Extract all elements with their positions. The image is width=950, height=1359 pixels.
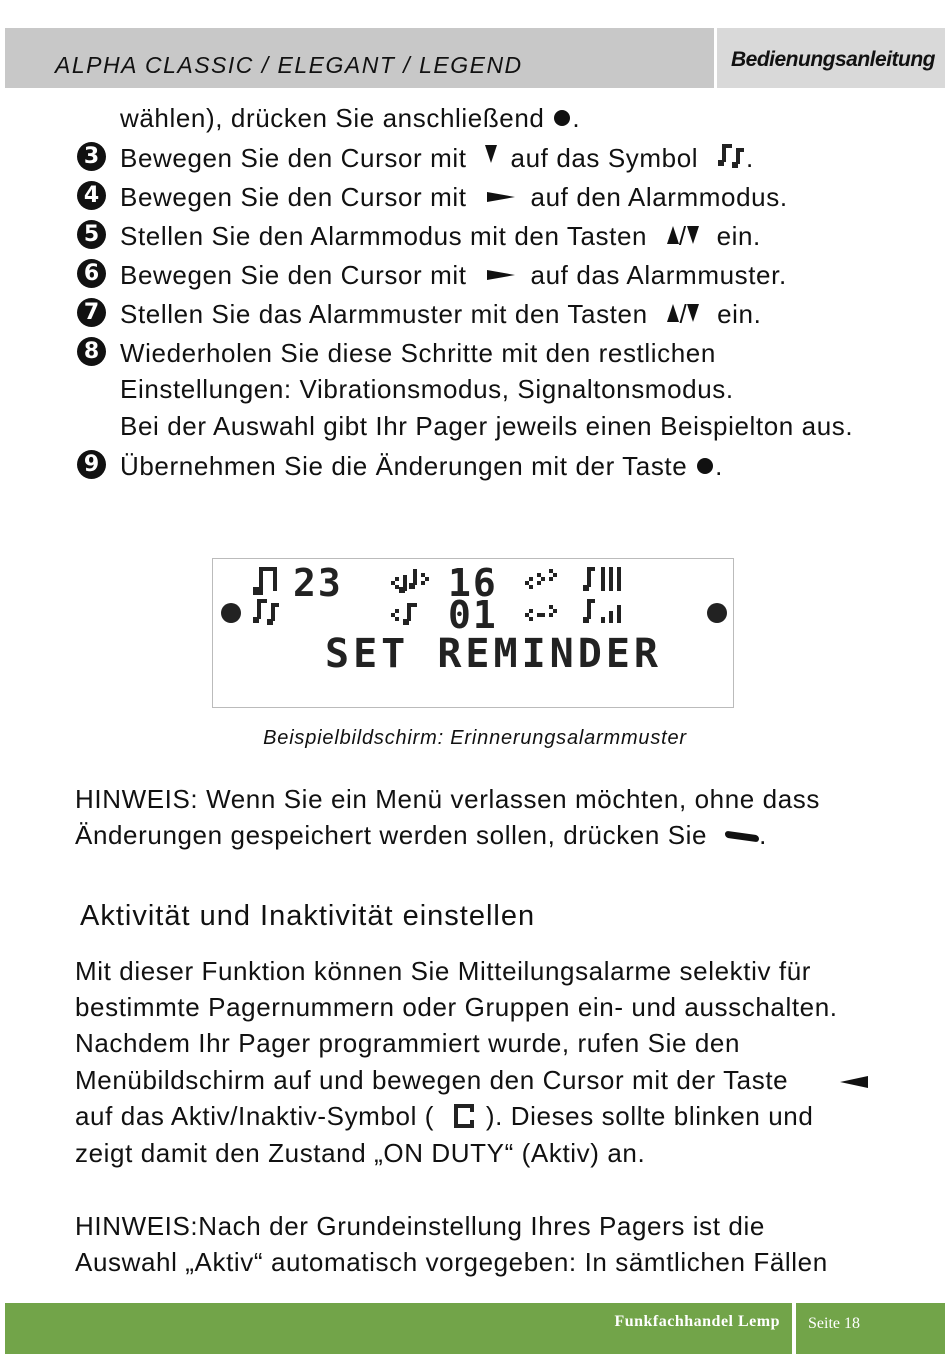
step-7-text: Stellen Sie das Alarmmuster mit den Tasten / ein. xyxy=(120,299,762,329)
music-note-icon xyxy=(253,599,281,627)
down-arrow-icon xyxy=(687,226,699,244)
step-number: 4 xyxy=(77,181,106,210)
up-arrow-icon xyxy=(667,226,679,244)
footer-company: Funkfachhandel Lemp xyxy=(614,1313,780,1330)
step-number: 9 xyxy=(77,450,106,479)
footer-page-bar xyxy=(796,1303,945,1354)
signal-strength-icon xyxy=(583,567,627,595)
right-arrow-icon xyxy=(487,192,515,202)
section-line-2: bestimmte Pagernummern oder Gruppen ein- und ausschalten. xyxy=(75,992,838,1022)
step-8-line-1: Wiederholen Sie diese Schritte mit den restlichen xyxy=(120,338,716,368)
intro-line: wählen), drücken Sie anschließend . xyxy=(120,103,581,133)
step-number: 3 xyxy=(77,142,106,171)
right-arrow-icon xyxy=(487,270,515,280)
step-number: 6 xyxy=(77,259,106,288)
section-title: Aktivität und Inaktivität einstellen xyxy=(80,900,536,932)
section-line-6: zeigt damit den Zustand „ON DUTY“ (Aktiv) an. xyxy=(75,1138,646,1168)
vibrate-icon xyxy=(391,601,433,627)
figure-caption: Beispielbildschirm: Erinnerungsalarmmuster xyxy=(263,727,687,749)
signal-strength-icon xyxy=(583,599,627,627)
bullet-dot-icon xyxy=(697,458,713,474)
header-doctype-bar xyxy=(717,28,945,88)
note-1-line-2: Änderungen gespeichert werden sollen, drücken Sie . xyxy=(75,820,767,850)
step-3-text: Bewegen Sie den Cursor mit auf das Symbol . xyxy=(120,143,754,173)
section-line-5: auf das Aktiv/Inaktiv-Symbol ( ). Dieses sollte blinken und xyxy=(75,1101,814,1131)
music-note-icon xyxy=(718,144,746,170)
duty-icon xyxy=(454,1104,474,1128)
note-2-line-2: Auswahl „Aktiv“ automatisch vorgegeben: In sämtlichen Fällen xyxy=(75,1247,828,1277)
bullet-dot-icon xyxy=(554,110,570,126)
step-8-line-3: Bei der Auswahl gibt Ihr Pager jeweils einen Beispielton aus. xyxy=(120,411,854,441)
lcd-value-1: 23 xyxy=(293,561,343,605)
lcd-right-dot-icon xyxy=(707,603,727,623)
lcd-screen xyxy=(212,558,734,708)
header-title-bar xyxy=(5,28,714,88)
step-number: 7 xyxy=(77,298,106,327)
up-arrow-icon xyxy=(667,304,679,322)
down-arrow-icon xyxy=(687,304,699,322)
lcd-value-3: 01 xyxy=(448,593,498,637)
vibrate-icon xyxy=(525,569,563,595)
header-doctype: Bedienungsanleitung xyxy=(731,48,936,71)
header-title: ALPHA CLASSIC / ELEGANT / LEGEND xyxy=(55,52,523,78)
vibrate-icon xyxy=(391,569,433,595)
note-1-line-1: HINWEIS: Wenn Sie ein Menü verlassen möchten, ohne dass xyxy=(75,784,820,814)
music-note-icon xyxy=(253,567,279,597)
step-number: 5 xyxy=(77,220,106,249)
step-8-line-2: Einstellungen: Vibrationsmodus, Signaltonsmodus. xyxy=(120,374,734,404)
note-2-line-1: HINWEIS:Nach der Grundeinstellung Ihres Pagers ist die xyxy=(75,1211,765,1241)
step-number: 8 xyxy=(77,337,106,366)
step-6-text: Bewegen Sie den Cursor mit auf das Alarmmuster. xyxy=(120,260,787,290)
escape-key-icon xyxy=(725,831,759,843)
lcd-left-dot-icon xyxy=(221,603,241,623)
section-line-4: Menübildschirm auf und bewegen den Cursor mit der Taste xyxy=(75,1065,789,1095)
vibrate-icon xyxy=(525,601,563,627)
footer-company-bar xyxy=(5,1303,792,1354)
step-9-text: Übernehmen Sie die Änderungen mit der Taste . xyxy=(120,451,723,481)
down-arrow-icon xyxy=(485,145,497,163)
step-4-text: Bewegen Sie den Cursor mit auf den Alarmmodus. xyxy=(120,182,788,212)
section-line-1: Mit dieser Funktion können Sie Mitteilungsalarme selektiv für xyxy=(75,956,812,986)
left-arrow-icon xyxy=(840,1076,868,1088)
lcd-value-2: 16 xyxy=(448,561,498,605)
section-line-3: Nachdem Ihr Pager programmiert wurde, rufen Sie den xyxy=(75,1028,741,1058)
footer-page-number: Seite 18 xyxy=(808,1315,860,1332)
lcd-message: SET REMINDER xyxy=(325,631,662,677)
step-5-text: Stellen Sie den Alarmmodus mit den Tasten / ein. xyxy=(120,221,761,251)
